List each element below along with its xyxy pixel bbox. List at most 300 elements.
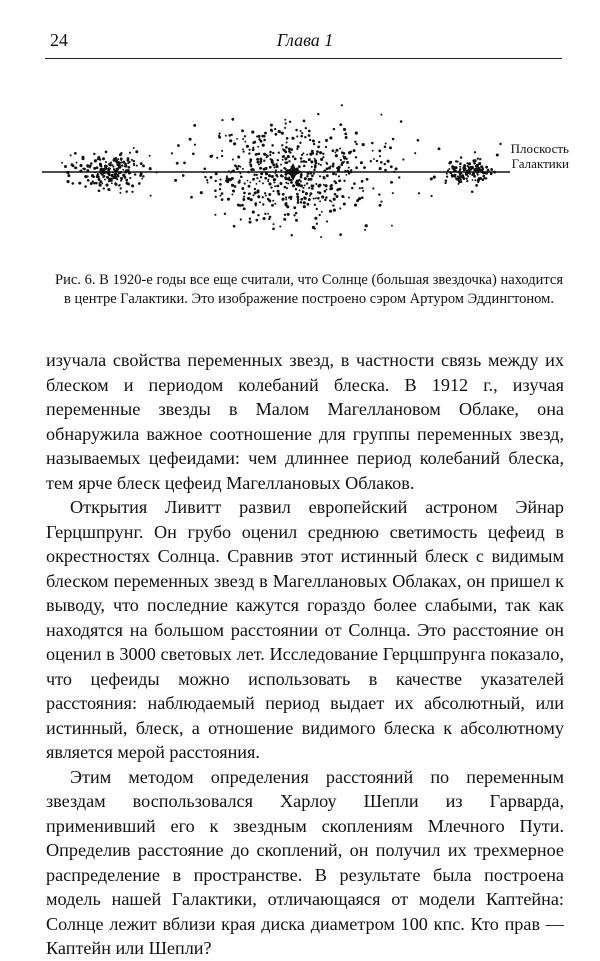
star-dot: [231, 177, 234, 180]
star-dot: [452, 168, 454, 170]
star-dot: [87, 175, 89, 177]
star-dot: [89, 167, 91, 169]
star-dot: [316, 150, 319, 153]
star-dot: [102, 176, 104, 178]
star-dot: [104, 167, 107, 170]
star-dot: [261, 135, 264, 138]
star-dot: [303, 205, 306, 208]
star-dot: [290, 148, 293, 151]
star-dot: [303, 196, 305, 198]
star-dot: [306, 154, 308, 156]
star-dot: [271, 130, 273, 132]
star-dot: [270, 186, 272, 188]
star-dot: [228, 134, 231, 137]
star-dot: [263, 217, 266, 220]
star-dot: [333, 128, 336, 131]
star-dot: [239, 204, 242, 207]
star-dot: [286, 161, 289, 164]
star-dot: [385, 143, 387, 145]
star-dot: [365, 224, 368, 227]
star-dot: [308, 158, 311, 161]
star-dot: [303, 165, 306, 168]
star-dot: [305, 192, 308, 195]
star-dot: [370, 160, 372, 162]
star-dot: [303, 120, 306, 123]
star-dot: [339, 233, 342, 236]
star-dot: [414, 152, 416, 154]
star-dot: [281, 132, 284, 135]
star-dot: [78, 182, 81, 185]
star-dot: [252, 194, 254, 196]
star-dot: [379, 204, 382, 207]
star-dot: [311, 166, 313, 168]
star-dot: [274, 128, 276, 130]
star-dot: [265, 195, 267, 197]
galaxy-figure: [40, 90, 570, 270]
star-dot: [277, 159, 279, 161]
star-dot: [114, 175, 117, 178]
star-dot: [113, 158, 115, 160]
star-dot: [271, 144, 274, 147]
star-dot: [471, 191, 474, 194]
star-dot: [348, 167, 350, 169]
star-dot: [232, 189, 235, 192]
paragraph: Открытия Ливитт развил европейский астроном Эйнар Герцшпрунг. Он грубо оценил среднюю светимость цефеид в окрестностях Солнца. Сравнив этот истинный блеск с видимым блеском переменных звезд в Магеллановых Облаках, он пришел к выводу, что последние кажутся гораздо более слабыми, так как находятся на большом расстоянии от Солнца. Это расстояние он оценил в 3000 световых лет. Исследование Герцшпрунга показало, что цефеиды можно использовать в качестве указателей расстояния: наблюдаемый период выдает их абсолютный, или истинный, блеск, а отношение видимого блеска к абсолютному является мерой расстояния.: [46, 497, 564, 762]
star-dot: [310, 160, 313, 163]
star-dot: [380, 114, 382, 116]
star-dot: [119, 192, 121, 194]
star-dot: [431, 195, 433, 197]
star-dot: [235, 165, 237, 167]
star-dot: [485, 177, 487, 179]
star-dot: [361, 187, 363, 189]
star-dot: [226, 177, 228, 179]
star-dot: [301, 154, 303, 156]
star-dot: [336, 149, 339, 152]
star-dot: [319, 200, 321, 202]
star-dot: [252, 147, 254, 149]
star-dot: [92, 175, 95, 178]
star-dot: [74, 152, 77, 155]
star-dot: [345, 136, 348, 139]
star-dot: [190, 196, 193, 199]
star-dot: [455, 177, 458, 180]
star-dot: [267, 198, 270, 201]
star-dot: [249, 218, 251, 220]
star-dot: [122, 169, 124, 171]
star-dot: [475, 165, 478, 168]
star-dot: [232, 158, 234, 160]
star-dot: [121, 164, 123, 166]
star-dot: [241, 129, 244, 132]
star-dot: [252, 169, 255, 172]
star-dot: [251, 131, 254, 134]
star-dot: [338, 179, 341, 182]
star-dot: [325, 146, 327, 148]
star-dot: [229, 139, 232, 142]
star-dot: [89, 164, 92, 167]
star-dot: [138, 182, 141, 185]
star-dot: [330, 187, 333, 190]
star-dot: [287, 213, 290, 216]
star-dot: [215, 196, 217, 198]
star-dot: [378, 193, 380, 195]
star-dot: [290, 234, 292, 236]
star-dot: [290, 181, 293, 184]
star-dot: [319, 214, 321, 216]
star-dot: [127, 157, 130, 160]
star-dot: [131, 159, 133, 161]
star-dot: [288, 160, 290, 162]
star-dot: [256, 158, 259, 161]
star-dot: [343, 180, 345, 182]
star-dot: [320, 158, 323, 161]
star-dot: [389, 146, 392, 149]
star-dot: [311, 150, 314, 153]
star-dot: [300, 157, 303, 160]
star-dot: [392, 192, 394, 194]
star-dot: [300, 160, 303, 163]
star-dot: [128, 166, 131, 169]
star-dot: [350, 169, 352, 171]
star-dot: [254, 191, 257, 194]
star-dot: [248, 152, 250, 154]
star-dot: [296, 135, 298, 137]
star-dot: [322, 176, 324, 178]
star-dot: [284, 214, 286, 216]
star-dot: [262, 182, 264, 184]
star-dot: [193, 124, 196, 127]
star-dot: [316, 153, 318, 155]
star-dot: [333, 180, 335, 182]
star-dot: [438, 147, 441, 150]
star-dot: [343, 161, 345, 163]
star-dot: [120, 178, 122, 180]
star-dot: [473, 162, 476, 165]
star-dot: [242, 198, 245, 201]
star-dot: [231, 194, 233, 196]
star-dot: [210, 176, 213, 179]
star-dot: [134, 173, 137, 176]
star-dot: [325, 184, 328, 187]
star-dot: [284, 127, 286, 129]
star-dot: [225, 179, 228, 182]
star-dot: [258, 163, 260, 165]
star-dot: [275, 165, 278, 168]
star-dot: [329, 136, 332, 139]
star-dot: [284, 119, 286, 121]
star-dot: [373, 158, 375, 160]
star-dot: [102, 157, 105, 160]
star-dot: [189, 138, 192, 141]
star-dot: [454, 175, 457, 178]
star-dot: [343, 196, 345, 198]
star-dot: [350, 151, 352, 153]
star-dot: [285, 204, 288, 207]
star-dot: [324, 199, 327, 202]
star-dot: [282, 155, 285, 158]
star-dot: [472, 179, 474, 181]
star-dot: [378, 150, 381, 153]
star-dot: [109, 168, 111, 170]
star-dot: [478, 162, 481, 165]
plane-label-line2: Галактики: [511, 156, 569, 171]
star-dot: [241, 204, 244, 207]
star-dot: [93, 167, 96, 170]
star-dot: [98, 189, 101, 192]
star-dot: [277, 190, 280, 193]
star-dot: [292, 184, 295, 187]
star-dot: [131, 184, 134, 187]
star-dot: [98, 182, 100, 184]
star-dot: [204, 176, 206, 178]
star-dot: [211, 155, 213, 157]
star-dot: [221, 119, 223, 121]
star-dots: [61, 104, 502, 238]
star-dot: [292, 155, 295, 158]
star-dot: [287, 183, 289, 185]
star-dot: [326, 163, 328, 165]
star-dot: [272, 163, 275, 166]
star-dot: [359, 187, 361, 189]
star-dot: [309, 139, 311, 141]
star-dot: [332, 149, 335, 152]
star-dot: [291, 137, 294, 140]
star-dot: [267, 213, 269, 215]
star-dot: [366, 178, 369, 181]
star-dot: [463, 168, 466, 171]
star-dot: [267, 180, 269, 182]
star-dot: [269, 216, 272, 219]
star-dot: [391, 225, 393, 227]
star-dot: [456, 166, 458, 168]
star-dot: [318, 163, 320, 165]
star-dot: [272, 200, 274, 202]
star-dot: [135, 150, 138, 153]
star-dot: [262, 203, 264, 205]
star-dot: [249, 160, 251, 162]
star-dot: [124, 163, 127, 166]
star-dot: [343, 157, 346, 160]
star-dot: [322, 156, 324, 158]
body-text: [46, 348, 564, 961]
star-dot: [343, 152, 346, 155]
star-dot: [473, 175, 476, 178]
chapter-title: Глава 1: [276, 30, 334, 50]
star-dot: [90, 162, 93, 165]
star-dot: [343, 202, 346, 205]
star-dot: [295, 219, 298, 222]
star-dot: [264, 167, 267, 170]
star-dot: [99, 184, 102, 187]
star-dot: [76, 162, 78, 164]
star-dot: [171, 152, 173, 154]
star-dot: [239, 166, 241, 168]
star-dot: [94, 159, 97, 162]
star-dot: [338, 175, 340, 177]
star-dot: [100, 165, 102, 167]
star-dot: [102, 168, 104, 170]
paragraph: изучала свойства переменных звезд, в частности связь между их блеском и периодом колебаний блеска. В 1912 г., изучая переменные звезды в Малом Магеллановом Облаке, она обнаружила важное соотношение для группы переменных звезд, называемых цефеидами: чем длиннее период колебаний блеска, тем ярче блеск цефеид Магеллановых Облаков.: [46, 350, 564, 493]
star-dot: [355, 156, 357, 158]
star-dot: [288, 150, 291, 153]
star-dot: [337, 188, 340, 191]
star-dot: [200, 191, 203, 194]
star-dot: [400, 120, 403, 123]
star-dot: [318, 141, 320, 143]
star-dot: [254, 202, 257, 205]
star-dot: [82, 168, 84, 170]
star-dot: [329, 210, 332, 213]
star-dot: [466, 177, 468, 179]
star-dot: [243, 196, 245, 198]
star-dot: [311, 187, 314, 190]
plane-label-line1: Плоскость: [510, 141, 569, 156]
star-dot: [448, 162, 450, 164]
star-dot: [285, 199, 287, 201]
star-dot: [242, 138, 244, 140]
star-dot: [313, 169, 315, 171]
star-dot: [114, 182, 116, 184]
star-dot: [285, 122, 287, 124]
star-dot: [461, 176, 464, 179]
star-dot: [214, 180, 216, 182]
star-dot: [362, 143, 365, 146]
star-dot: [379, 155, 381, 157]
star-dot: [98, 178, 101, 181]
star-dot: [221, 150, 223, 152]
star-dot: [273, 181, 275, 183]
galactic-plane-label: [507, 141, 569, 171]
star-dot: [339, 123, 342, 126]
star-dot: [459, 179, 462, 182]
star-dot: [272, 152, 274, 154]
star-dot: [333, 209, 336, 212]
star-dot: [314, 217, 317, 220]
star-dot: [299, 189, 301, 191]
star-dot: [257, 191, 260, 194]
star-dot: [274, 203, 276, 205]
star-dot: [282, 193, 285, 196]
star-dot: [371, 142, 374, 145]
star-dot: [214, 189, 217, 192]
star-dot: [244, 135, 246, 137]
star-dot: [276, 163, 278, 165]
star-dot: [61, 162, 63, 164]
star-dot: [384, 146, 387, 149]
star-dot: [300, 184, 303, 187]
star-dot: [474, 168, 476, 170]
star-dot: [346, 161, 349, 164]
star-dot: [293, 214, 295, 216]
star-dot: [264, 213, 266, 215]
star-dot: [446, 175, 448, 177]
star-dot: [79, 164, 82, 167]
star-dot: [272, 190, 274, 192]
star-dot: [274, 133, 277, 136]
star-dot: [326, 167, 329, 170]
star-dot: [320, 236, 322, 238]
star-dot: [372, 187, 374, 189]
star-dot: [314, 204, 316, 206]
star-dot: [249, 181, 251, 183]
star-dot: [219, 188, 221, 190]
star-dot: [253, 141, 256, 144]
star-dot: [255, 219, 258, 222]
star-dot: [299, 142, 301, 144]
star-dot: [300, 180, 302, 182]
star-dot: [111, 182, 113, 184]
star-dot: [354, 204, 357, 207]
star-dot: [92, 180, 94, 182]
star-dot: [129, 152, 131, 154]
star-dot: [297, 145, 300, 148]
star-dot: [298, 165, 301, 168]
star-dot: [313, 143, 315, 145]
star-dot: [479, 168, 482, 171]
star-dot: [67, 174, 70, 177]
star-dot: [372, 150, 374, 152]
star-dot: [333, 198, 336, 201]
star-dot: [330, 201, 332, 203]
star-dot: [269, 154, 271, 156]
star-dot: [460, 156, 463, 159]
star-dot: [312, 185, 314, 187]
star-dot: [259, 201, 261, 203]
galaxy-star-distribution: [40, 90, 570, 270]
star-dot: [270, 124, 273, 127]
star-dot: [287, 155, 290, 158]
star-dot: [335, 154, 338, 157]
star-dot: [398, 176, 400, 178]
star-dot: [66, 180, 69, 183]
star-dot: [263, 139, 266, 142]
star-dot: [418, 192, 420, 194]
star-dot: [108, 163, 111, 166]
star-dot: [311, 174, 314, 177]
star-dot: [207, 182, 209, 184]
star-dot: [247, 180, 249, 182]
star-dot: [445, 179, 448, 182]
star-dot: [240, 218, 242, 220]
star-dot: [328, 167, 331, 170]
star-dot: [257, 214, 259, 216]
star-dot: [300, 176, 303, 179]
star-dot: [457, 161, 459, 163]
star-dot: [474, 179, 476, 181]
star-dot: [305, 127, 307, 129]
star-dot: [282, 148, 284, 150]
star-dot: [281, 175, 283, 177]
star-dot: [260, 162, 262, 164]
star-dot: [313, 198, 315, 200]
star-dot: [248, 185, 251, 188]
paragraph: Этим методом определения расстояний по переменным звездам воспользовался Харлоу Шепли из Гарварда, применивший его к звездным скоплениям Млечного Пути. Определив расстояние до скоплений, он получил их трехмерное распределение в пространстве. В результате была построена модель нашей Галактики, отличающаяся от модели Каптейна: Солнце лежит вблизи края диска диаметром 100 кпс. Кто прав — Каптейн или Шепли?: [46, 766, 564, 958]
star-dot: [334, 151, 336, 153]
star-dot: [466, 180, 468, 182]
star-dot: [379, 167, 382, 170]
star-dot: [364, 229, 366, 231]
star-dot: [467, 175, 469, 177]
star-dot: [262, 196, 264, 198]
star-dot: [114, 173, 116, 175]
star-dot: [314, 227, 316, 229]
star-dot: [106, 176, 109, 179]
star-dot: [284, 157, 287, 160]
star-dot: [276, 185, 278, 187]
star-dot: [269, 175, 271, 177]
star-dot: [282, 159, 284, 161]
